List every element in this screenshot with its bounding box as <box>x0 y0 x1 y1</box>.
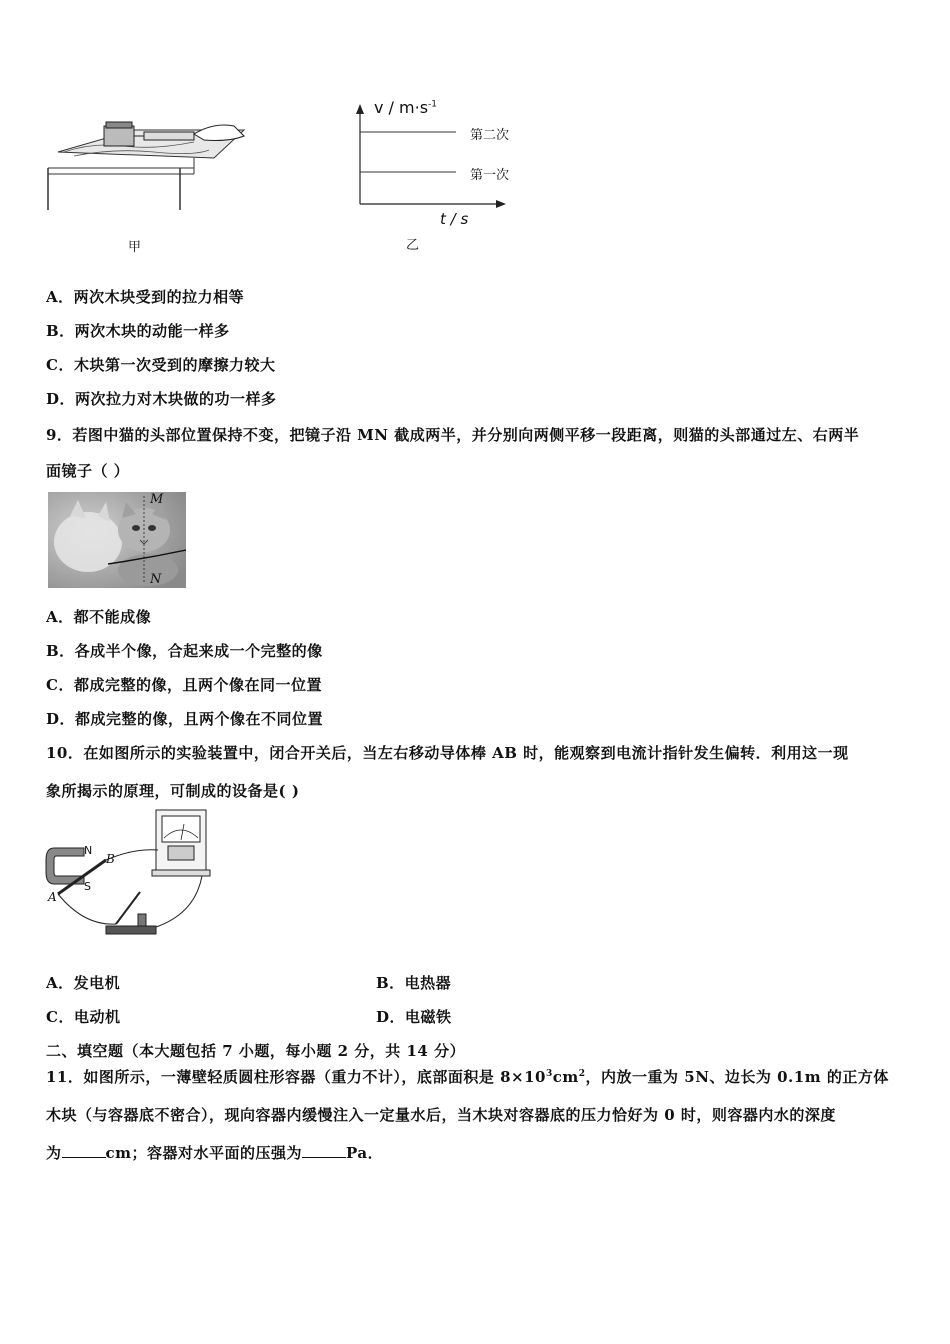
switch-lever <box>116 892 140 924</box>
q8-option-b: B．两次木块的动能一样多 <box>46 322 230 340</box>
magnet-label-s: S <box>84 880 91 893</box>
induction-apparatus <box>44 808 220 942</box>
q10-stem-line2: 象所揭示的原理，可制成的设备是( ) <box>46 782 300 800</box>
mirror-label-n: N <box>150 572 162 587</box>
x-axis-arrow <box>496 200 506 208</box>
q8-option-c: C．木块第一次受到的摩擦力较大 <box>46 356 276 374</box>
section-title: 二、填空题（本大题包括 7 小题，每小题 2 分，共 14 分） <box>46 1042 466 1060</box>
y-axis-label: $v / m\cdot s^{-1}$ <box>374 98 438 117</box>
q11-line3: 为 cm；容器对水平面的压强为 Pa． <box>46 1144 384 1162</box>
q10-option-a: A．发电机 <box>46 974 121 992</box>
figure-jia-label: 甲 <box>128 240 142 255</box>
answer-blank-depth[interactable] <box>62 1143 106 1158</box>
rod-label-a: A <box>48 890 57 904</box>
first-run-label: 第一次 <box>470 168 510 183</box>
magnet-label-n: N <box>84 844 93 857</box>
q11-line1: 11．如图所示，一薄壁轻质圆柱形容器（重力不计），底部面积是 $8\times 10^3cm^2$，内放一重为 5N、边长为 0.1m 的正方体 <box>46 1068 889 1086</box>
q11-line2: 木块（与容器底不密合），现向容器内缓慢注入一定量水后，当木块对容器底的压力恰好为 0 时，则容器内水的深度 <box>46 1106 836 1124</box>
q9-option-d: D．都成完整的像，且两个像在不同位置 <box>46 710 324 728</box>
y-axis-arrow <box>356 104 364 114</box>
q10-option-b: B．电热器 <box>376 974 452 992</box>
second-run-label: 第二次 <box>470 128 510 143</box>
q9-stem-line1: 9．若图中猫的头部位置保持不变，把镜子沿 MN 截成两半，并分别向两侧平移一段距离，则猫的头部通过左、右两半 <box>46 426 860 444</box>
table-block-illustration <box>44 112 264 222</box>
q9-stem-line2: 面镜子（ ） <box>46 462 130 480</box>
figure-yi-label: 乙 <box>406 238 420 253</box>
rod-label-b: B <box>106 852 115 866</box>
cat-mirror-photo <box>48 492 186 588</box>
q10-stem-line1: 10．在如图所示的实验装置中，闭合开关后，当左右移动导体棒 AB 时，能观察到电流计指针发生偏转．利用这一现 <box>46 744 849 762</box>
q8-option-a: A．两次木块受到的拉力相等 <box>46 288 245 306</box>
q9-option-c: C．都成完整的像，且两个像在同一位置 <box>46 676 322 694</box>
q8-option-d: D．两次拉力对木块做的功一样多 <box>46 390 277 408</box>
q9-option-a: A．都不能成像 <box>46 608 152 626</box>
figure-jia <box>44 112 264 222</box>
q10-option-c: C．电动机 <box>46 1008 121 1026</box>
q10-option-d: D．电磁铁 <box>376 1008 452 1026</box>
switch-base <box>106 926 156 934</box>
answer-blank-pressure[interactable] <box>302 1143 346 1158</box>
q9-option-b: B．各成半个像，合起来成一个完整的像 <box>46 642 323 660</box>
mirror-label-m: M <box>150 492 164 507</box>
x-axis-label: t / s <box>440 210 469 228</box>
